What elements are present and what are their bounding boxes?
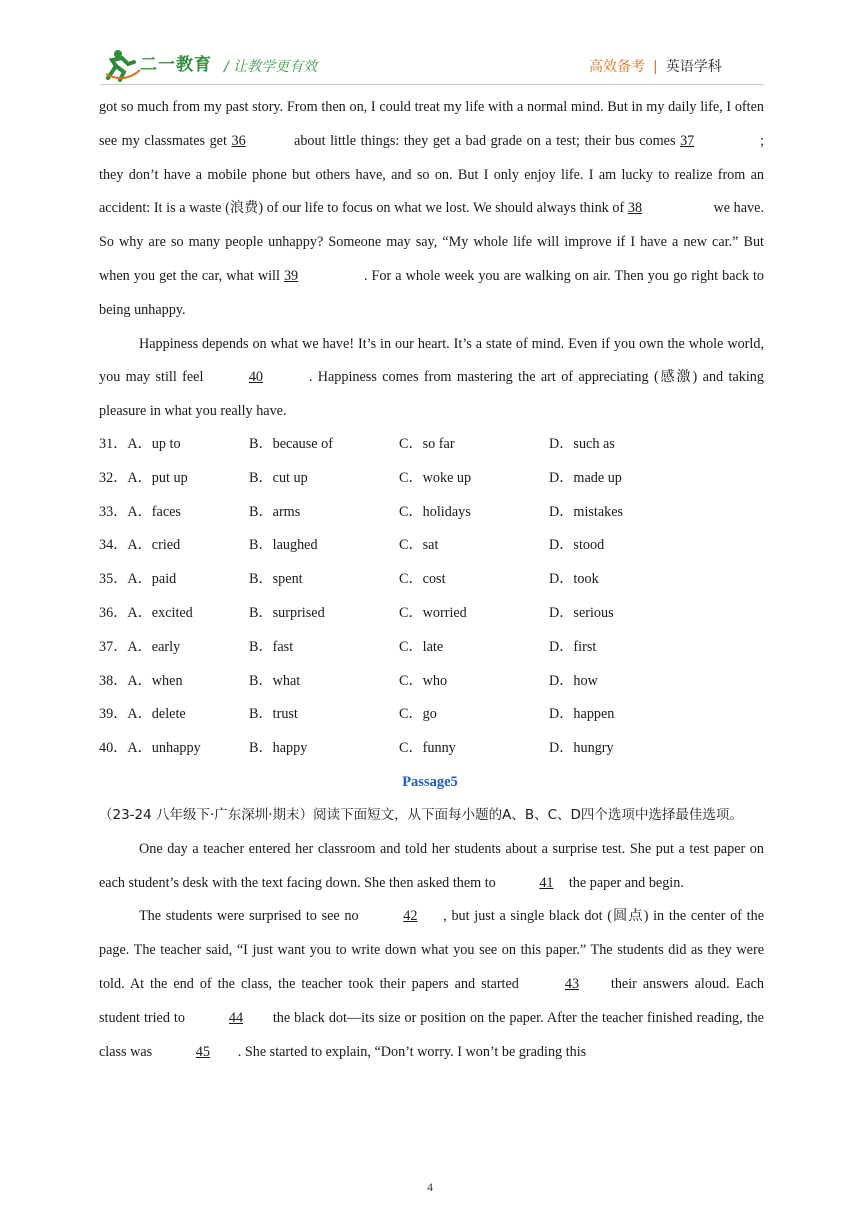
option-d: D．happen: [549, 706, 615, 723]
paragraph-2: [99, 328, 764, 429]
option-row: [99, 597, 764, 631]
option-a: 40．A．unhappy: [99, 740, 201, 757]
text-run: . She started to explain, “Don’t worry. I won’t be grading this: [237, 1043, 587, 1060]
option-d: D．such as: [549, 436, 615, 452]
option-d: D．serious: [549, 604, 614, 621]
option-b: B．arms: [249, 503, 301, 520]
option-row: [99, 529, 764, 563]
option-c: C．woke up: [399, 469, 472, 486]
page-number: 4: [427, 1180, 433, 1194]
option-b: B．because of: [249, 436, 333, 452]
text-run: . Happiness comes from mastering the art of appreciating (感激) and taking pleasure in what you really have.: [99, 369, 764, 420]
option-row: [99, 563, 764, 597]
header-label-subject: 英语学科: [665, 59, 722, 75]
option-c: C．sat: [399, 537, 439, 554]
header-separator: |: [653, 59, 658, 75]
option-b: B．happy: [249, 740, 308, 757]
option-c: C．late: [399, 638, 444, 655]
option-a: 33．A．faces: [99, 503, 181, 520]
option-b: B．laughed: [249, 537, 318, 554]
text-run: , but just a single black dot (圆点) in the center of the page. The teacher said, “I just want you to write down what you see on this paper.” The students did as they were told. At the end of the class, the teacher took their papers and started: [99, 908, 764, 992]
option-a: 38．A．when: [99, 672, 183, 689]
blank-37: 37: [680, 132, 695, 149]
blank-43: 43: [564, 975, 580, 992]
option-b: B．spent: [249, 571, 303, 588]
option-a: 34．A．cried: [99, 537, 181, 554]
logo-text: 二一教育: [140, 55, 212, 75]
option-d: D．hungry: [549, 740, 614, 757]
option-row: [99, 665, 764, 699]
option-d: D．took: [549, 571, 599, 588]
text-run: The students were surprised to see no: [139, 908, 364, 925]
blank-39: 39: [283, 267, 299, 284]
text-run: about little things: they get a bad grade on a test; their bus comes: [289, 132, 681, 149]
page-header: [0, 0, 860, 90]
option-b: B．what: [249, 672, 301, 689]
header-divider: [100, 84, 764, 85]
option-c: C．who: [399, 672, 448, 689]
option-a: 36．A．excited: [99, 604, 193, 621]
header-subject: [589, 56, 722, 76]
option-b: B．trust: [249, 706, 298, 723]
text-run: ; they don’t have a mobile phone but others have, and so on. But I only enjoy life. I am lucky to realize from an accident: It is a waste (浪费) of our life to focus on what we lost. We should always think of: [99, 132, 765, 217]
option-c: C．worried: [399, 604, 467, 621]
option-a: 32．A．put up: [99, 469, 188, 486]
option-c: C．go: [399, 706, 437, 723]
text-run: their answers aloud. Each student tried to: [99, 975, 764, 1026]
option-a: 37．A．early: [99, 638, 181, 655]
option-a: 35．A．paid: [99, 571, 177, 588]
option-row: [99, 462, 764, 496]
options-list: [99, 428, 764, 766]
option-d: D．how: [549, 672, 598, 689]
blank-40: 40: [248, 369, 263, 386]
passage-title: Passage5: [402, 774, 458, 790]
option-c: C．funny: [399, 740, 456, 757]
text-run: One day a teacher entered her classroom and told her students about a surprise test. She put a test paper on each student’s desk with the text facing down. She then asked them to: [99, 840, 764, 891]
passage5-text: [99, 799, 764, 1069]
passage5-instruction: （23-24 八年级下·广东深圳·期末）阅读下面短文，从下面每小题的A、B、C、D四个选项中选择最佳选项。: [99, 807, 743, 823]
blank-36: 36: [231, 132, 246, 149]
text-run: . For a whole week you are walking on air. Then you go right back to being unhappy.: [99, 267, 765, 318]
paragraph-1: [99, 91, 764, 328]
blank-44: 44: [228, 1009, 244, 1026]
option-c: C．so far: [399, 436, 455, 452]
option-row: [99, 698, 764, 732]
blank-38: 38: [627, 200, 643, 217]
option-d: D．made up: [549, 469, 622, 486]
passage5-paragraph-2: [99, 900, 764, 1069]
option-row: [99, 496, 764, 530]
blank-45: 45: [195, 1043, 210, 1060]
blank-42: 42: [403, 908, 418, 925]
option-row: [99, 631, 764, 665]
slogan: / 让教学更有效: [224, 59, 318, 75]
option-a: 31．A．up to: [99, 436, 181, 452]
passage5-paragraph-1: [99, 833, 764, 901]
text-run: Happiness depends on what we have! It’s in our heart. It’s a state of mind. Even if you own the whole world, you may still feel: [99, 335, 764, 386]
text-run: got so much from my past story. From then on, I could treat my life with a normal mind. But in my daily life, I often see my classmates get: [99, 99, 764, 149]
passage4-text: [99, 91, 764, 429]
option-d: D．stood: [549, 537, 605, 554]
option-row: [99, 428, 764, 462]
text-run: we have. So why are so many people unhappy? Someone may say, “My whole life will improve if I have a new car.” But when you get the car, what will: [99, 200, 764, 284]
header-label-exam: 高效备考: [589, 59, 645, 75]
option-c: C．cost: [399, 571, 446, 588]
option-c: C．holidays: [399, 503, 471, 520]
text-run: the black dot—its size or position on the paper. After the teacher finished reading, the class was: [99, 1009, 764, 1060]
option-row: [99, 732, 764, 766]
option-d: D．mistakes: [549, 503, 624, 520]
option-b: B．cut up: [249, 469, 308, 486]
text-run: the paper and begin.: [565, 874, 684, 891]
blank-41: 41: [539, 874, 554, 891]
option-b: B．surprised: [249, 604, 325, 621]
option-b: B．fast: [249, 638, 294, 655]
option-a: 39．A．delete: [99, 706, 186, 723]
option-d: D．first: [549, 638, 597, 655]
